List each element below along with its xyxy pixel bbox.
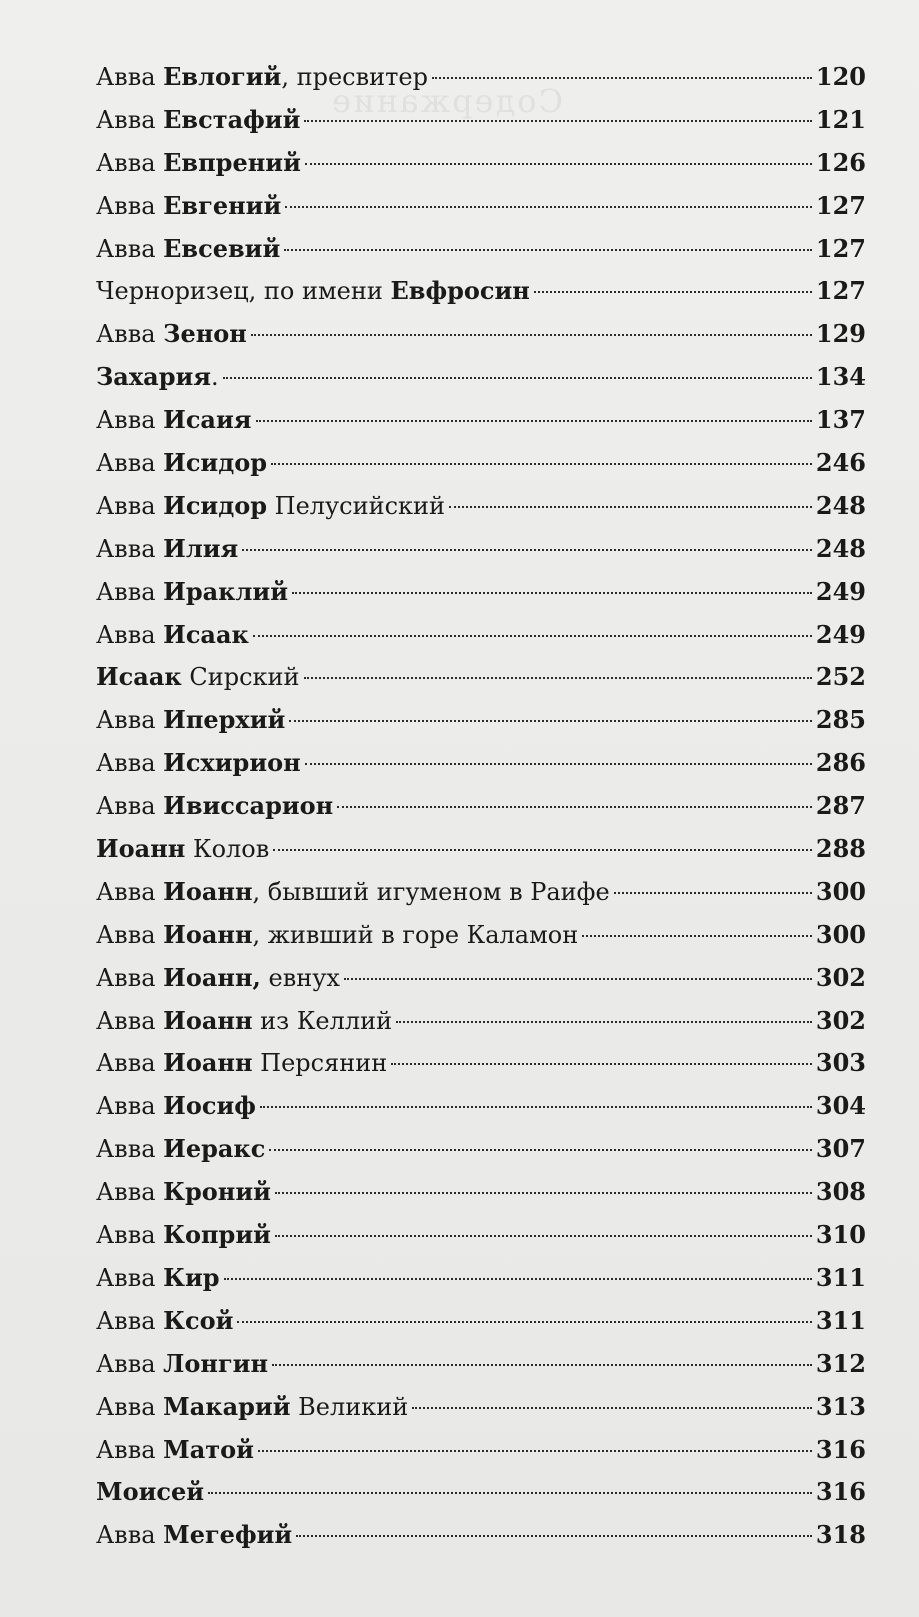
entry-prefix: Авва [96,1392,164,1421]
entry-name: Евстафий [163,104,301,134]
entry-name: Исаия [163,405,252,435]
entry-name: Илия [163,533,239,563]
page-number: 313 [815,1391,866,1421]
toc-entry [96,920,866,963]
page-number: 312 [815,1348,866,1378]
entry-suffix: . [211,363,219,392]
entry-prefix: Авва [96,963,164,992]
toc-entry [96,1006,866,1049]
entry-suffix: , живший в горе Каламон [252,920,579,949]
dot-leader [412,1407,812,1409]
dot-leader [284,249,812,251]
entry-prefix: Авва [96,63,164,91]
page-number: 311 [815,1305,866,1335]
dot-leader [242,549,812,551]
toc-entry [96,448,866,491]
entry-name: Иоанн, [163,962,261,992]
toc-entry [96,191,866,234]
dot-leader [304,677,812,679]
entry-suffix: евнух [260,963,340,992]
page-number: 310 [815,1220,866,1250]
entry-name: Евфросин [390,276,530,306]
entry-name: Евсевий [163,233,281,263]
toc-entry [96,748,866,791]
table-of-contents [96,62,866,1563]
page-number: 252 [815,662,866,692]
entry-name: Ираклий [163,576,289,606]
entry-suffix: Персянин [252,1049,388,1078]
page-number: 127 [815,233,866,263]
entry-prefix: Авва [96,792,164,821]
entry-name: Иоанн [163,1005,253,1035]
toc-entry [96,234,866,277]
entry-prefix: Авва [96,1178,164,1207]
toc-entry [96,1220,866,1263]
dot-leader [449,506,812,508]
dot-leader [614,892,812,894]
entry-prefix: Авва [96,706,164,735]
entry-name: Исаак [96,662,182,692]
entry-prefix: Авва [96,577,164,606]
dot-leader [289,720,812,722]
page-number: 307 [815,1134,866,1164]
entry-prefix: Авва [96,491,164,520]
toc-entry [96,1048,866,1091]
entry-prefix: Авва [96,1521,164,1550]
dot-leader [304,120,812,122]
entry-prefix: Авва [96,148,164,177]
dot-leader [269,1149,812,1151]
toc-entry [96,362,866,405]
entry-prefix: Авва [96,620,164,649]
toc-entry [96,1134,866,1177]
entry-prefix: Авва [96,1349,164,1378]
page-number: 318 [815,1520,866,1550]
entry-suffix: , бывший игуменом в Раифе [252,877,610,906]
entry-suffix: , пресвитер [281,63,428,91]
entry-name: Евпрений [163,147,301,177]
toc-entry [96,276,866,319]
entry-name: Мегефий [163,1520,293,1550]
entry-prefix: Авва [96,920,164,949]
dot-leader [208,1492,812,1494]
toc-entry [96,1392,866,1435]
page-number: 120 [815,62,866,91]
dot-leader [237,1321,811,1323]
toc-entry [96,1177,866,1220]
dot-leader [251,334,812,336]
dot-leader [296,1535,812,1537]
page-number: 121 [815,104,866,134]
page-number: 249 [815,619,866,649]
dot-leader [256,420,812,422]
entry-prefix: Авва [96,1221,164,1250]
dot-leader [224,1278,812,1280]
toc-entry [96,1263,866,1306]
page-number: 300 [815,876,866,906]
entry-name: Иосиф [163,1091,256,1121]
page-number: 127 [815,276,866,306]
dot-leader [260,1106,812,1108]
toc-entry [96,963,866,1006]
page-number: 286 [815,748,866,778]
entry-name: Иперхий [163,705,286,735]
toc-entry [96,148,866,191]
toc-entry [96,877,866,920]
dot-leader [432,77,812,79]
page-number: 300 [815,919,866,949]
toc-entry [96,705,866,748]
toc-entry [96,1349,866,1392]
entry-name: Кроний [163,1177,271,1207]
page-number: 249 [815,576,866,606]
page-number: 134 [815,362,866,392]
entry-prefix: Авва [96,320,164,349]
page-number: 308 [815,1177,866,1207]
dot-leader [275,1235,812,1237]
toc-entry [96,1520,866,1563]
entry-suffix: Колов [185,835,270,864]
page-number: 311 [815,1262,866,1292]
bleed-through-title: Содержание [330,82,563,120]
entry-name: Ивиссарион [163,791,334,821]
page-number: 304 [815,1091,866,1121]
toc-entry [96,791,866,834]
page-number: 248 [815,533,866,563]
entry-prefix: Авва [96,749,164,778]
entry-name: Иоанн [96,834,186,864]
entry-name: Захария [96,362,212,392]
entry-name: Евлогий [163,62,282,91]
entry-suffix: Сирский [181,663,300,692]
entry-prefix: Авва [96,449,164,478]
entry-prefix: Авва [96,1263,164,1292]
entry-name: Евгений [163,190,282,220]
entry-prefix: Авва [96,877,164,906]
page-number: 316 [815,1434,866,1464]
entry-prefix: Авва [96,105,164,134]
dot-leader [305,163,812,165]
entry-name: Макарий [163,1391,291,1421]
page-number: 137 [815,405,866,435]
entry-suffix: Пелусийский [267,491,446,520]
toc-entry [96,405,866,448]
page-number: 285 [815,705,866,735]
dot-leader [396,1021,812,1023]
dot-leader [534,291,812,293]
page-number: 316 [815,1477,866,1507]
toc-entry [96,1306,866,1349]
entry-name: Моисей [96,1477,205,1507]
entry-prefix: Авва [96,406,164,435]
toc-entry [96,105,866,148]
dot-leader [305,763,812,765]
toc-entry [96,62,866,105]
entry-name: Кир [163,1262,220,1292]
dot-leader [253,635,812,637]
entry-prefix: Авва [96,1435,164,1464]
dot-leader [582,935,812,937]
toc-entry [96,1477,866,1520]
dot-leader [258,1450,812,1452]
entry-name: Исидор [163,490,268,520]
page-number: 302 [815,962,866,992]
entry-prefix: Авва [96,534,164,563]
toc-entry [96,1091,866,1134]
entry-name: Ксой [163,1305,234,1335]
entry-prefix: Черноризец, по имени [96,277,391,306]
entry-name: Исхирион [163,748,301,778]
dot-leader [337,806,812,808]
dot-leader [273,849,812,851]
entry-name: Иеракс [163,1134,266,1164]
page-number: 127 [815,190,866,220]
entry-name: Исидор [163,448,268,478]
entry-name: Коприй [163,1220,271,1250]
page-number: 288 [815,834,866,864]
entry-name: Иоанн [163,919,253,949]
page-number: 303 [815,1048,866,1078]
toc-entry [96,491,866,534]
page-number: 248 [815,490,866,520]
page-number: 302 [815,1005,866,1035]
toc-entry [96,1435,866,1478]
entry-name: Исаак [163,619,249,649]
entry-suffix: из Келлий [252,1006,393,1035]
toc-entry [96,534,866,577]
entry-prefix: Авва [96,191,164,220]
entry-name: Лонгин [163,1348,269,1378]
page-number: 246 [815,448,866,478]
dot-leader [344,978,812,980]
entry-name: Матой [163,1434,254,1464]
entry-name: Зенон [163,319,247,349]
entry-name: Иоанн [163,876,253,906]
entry-prefix: Авва [96,1092,164,1121]
entry-suffix: Великий [290,1392,409,1421]
toc-entry [96,319,866,362]
toc-entry [96,662,866,705]
toc-entry [96,834,866,877]
dot-leader [275,1192,812,1194]
dot-leader [292,592,812,594]
page-number: 287 [815,791,866,821]
toc-entry [96,620,866,663]
dot-leader [285,206,812,208]
page-number: 129 [815,319,866,349]
entry-name: Иоанн [163,1048,253,1078]
dot-leader [272,1364,812,1366]
entry-prefix: Авва [96,234,164,263]
entry-prefix: Авва [96,1306,164,1335]
toc-entry [96,577,866,620]
entry-prefix: Авва [96,1006,164,1035]
dot-leader [223,377,812,379]
dot-leader [391,1063,812,1065]
dot-leader [271,463,812,465]
entry-prefix: Авва [96,1049,164,1078]
page-number: 126 [815,147,866,177]
entry-prefix: Авва [96,1135,164,1164]
